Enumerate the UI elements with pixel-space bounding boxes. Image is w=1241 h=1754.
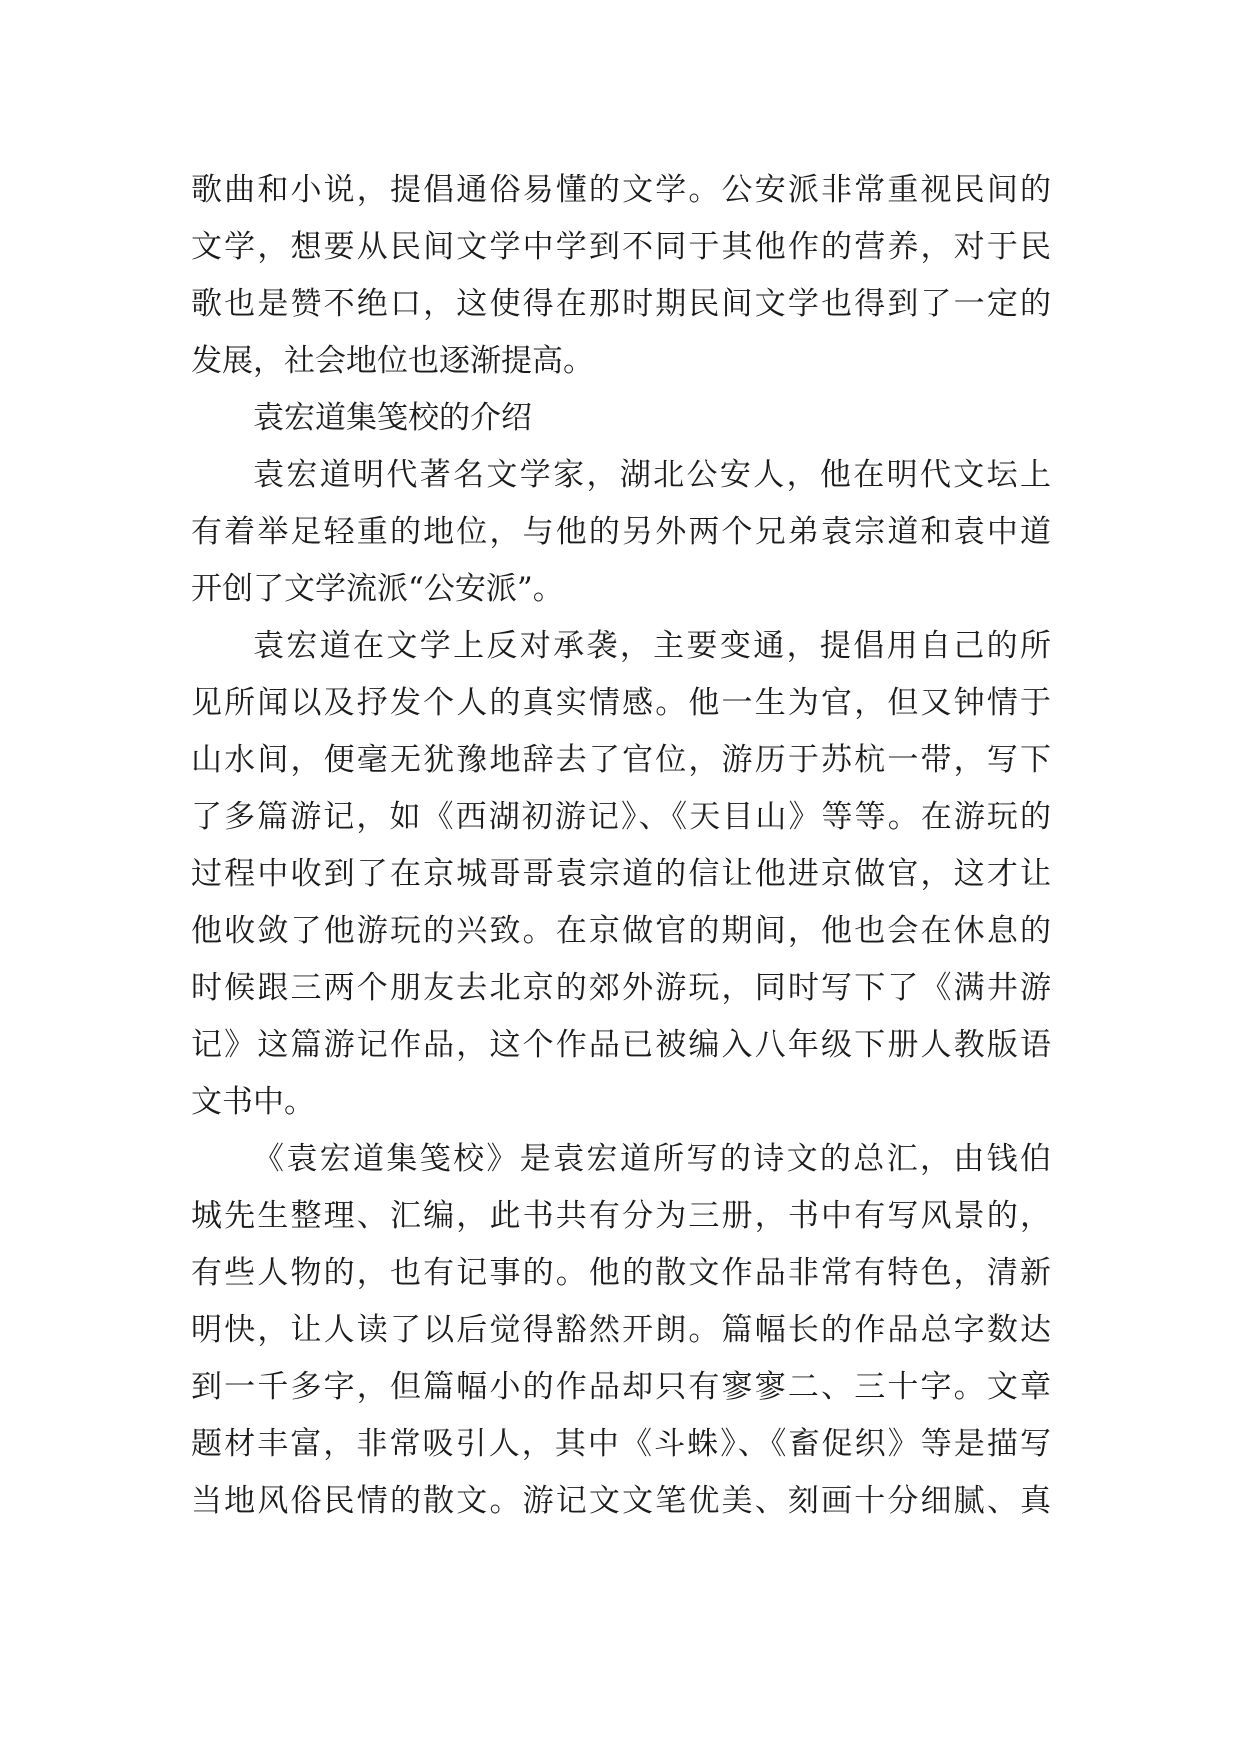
text-line: 时候跟三两个朋友去北京的郊外游玩，同时写下了《满井游	[191, 970, 1051, 1006]
text-line: 到一千多字，但篇幅小的作品却只有寥寥二、三十字。文章	[191, 1369, 1051, 1405]
section-heading: 袁宏道集笺校的介绍	[253, 400, 532, 436]
text-line: 文学，想要从民间文学中学到不同于其他作的营养，对于民	[191, 229, 1051, 265]
text-line: 当地风俗民情的散文。游记文文笔优美、刻画十分细腻、真	[191, 1483, 1051, 1519]
text-line: 有些人物的，也有记事的。他的散文作品非常有特色，清新	[191, 1255, 1051, 1291]
text-line: 他收敛了他游玩的兴致。在京做官的期间，他也会在休息的	[191, 913, 1051, 949]
text-line: 城先生整理、汇编，此书共有分为三册，书中有写风景的，	[191, 1198, 1051, 1234]
text-line: 过程中收到了在京城哥哥袁宗道的信让他进京做官，这才让	[191, 856, 1051, 892]
text-line: 袁宏道在文学上反对承袭，主要变通，提倡用自己的所	[253, 628, 1051, 664]
text-line: 山水间，便毫无犹豫地辞去了官位，游历于苏杭一带，写下	[191, 742, 1051, 778]
text-line: 见所闻以及抒发个人的真实情感。他一生为官，但又钟情于	[191, 685, 1051, 721]
text-line: 发展，社会地位也逐渐提高。	[191, 343, 594, 379]
text-line: 《袁宏道集笺校》是袁宏道所写的诗文的总汇，由钱伯	[253, 1141, 1051, 1177]
text-line: 歌曲和小说，提倡通俗易懂的文学。公安派非常重视民间的	[191, 172, 1051, 208]
text-line: 有着举足轻重的地位，与他的另外两个兄弟袁宗道和袁中道	[191, 514, 1051, 550]
text-line: 歌也是赞不绝口，这使得在那时期民间文学也得到了一定的	[191, 286, 1051, 322]
text-line: 了多篇游记，如《西湖初游记》、《天目山》等等。在游玩的	[191, 799, 1051, 835]
text-line: 袁宏道明代著名文学家，湖北公安人，他在明代文坛上	[253, 457, 1051, 493]
document-page	[191, 162, 1051, 1530]
text-line: 开创了文学流派“公安派”。	[191, 571, 564, 607]
text-line: 明快，让人读了以后觉得豁然开朗。篇幅长的作品总字数达	[191, 1312, 1051, 1348]
text-line: 记》这篇游记作品，这个作品已被编入八年级下册人教版语	[191, 1027, 1051, 1063]
text-line: 文书中。	[191, 1084, 315, 1120]
text-line: 题材丰富，非常吸引人，其中《斗蛛》、《畜促织》等是描写	[191, 1426, 1051, 1462]
